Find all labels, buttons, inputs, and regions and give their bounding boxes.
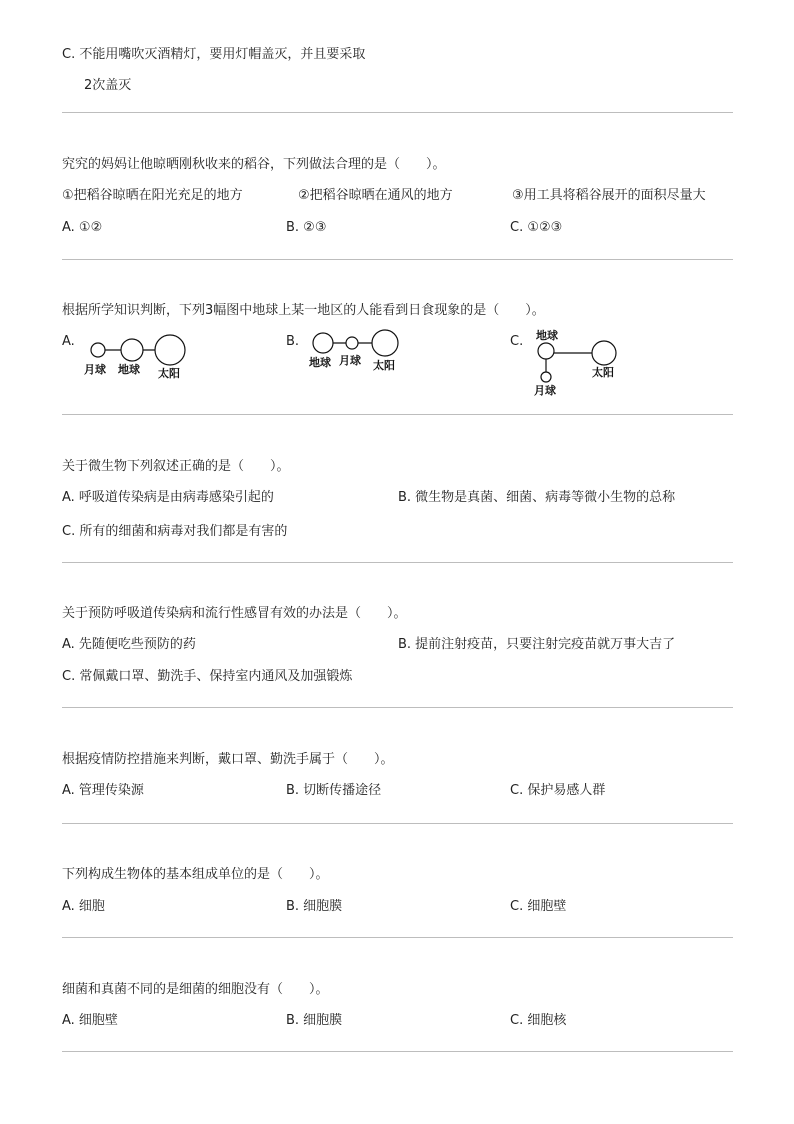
divider [62, 937, 733, 938]
q1-item-2: ②把稻谷晾晒在通风的地方 [298, 188, 453, 203]
q4-option-b[interactable]: B. 提前注射疫苗，只要注射完疫苗就万事大吉了 [398, 637, 676, 652]
q1-option-c[interactable]: C. ①②③ [510, 220, 563, 235]
q1-question: 究究的妈妈让他晾晒刚秋收来的稻谷，下列做法合理的是（ ）。 [62, 157, 446, 172]
q0-option-c-line2: 2次盖灭 [84, 78, 132, 93]
q6-option-c[interactable]: C. 细胞壁 [510, 899, 567, 914]
q2-question: 根据所学知识判断，下列3幅图中地球上某一地区的人能看到日食现象的是（ ）。 [62, 303, 545, 318]
q3-question: 关于微生物下列叙述正确的是（ ）。 [62, 459, 290, 474]
q5-option-c[interactable]: C. 保护易感人群 [510, 783, 606, 798]
divider [62, 414, 733, 415]
svg-text:月球: 月球 [534, 384, 556, 397]
q6-option-a[interactable]: A. 细胞 [62, 899, 105, 914]
divider [62, 823, 733, 824]
q4-option-c[interactable]: C. 常佩戴口罩、勤洗手、保持室内通风及加强锻炼 [62, 669, 353, 684]
q1-option-a[interactable]: A. ①② [62, 220, 103, 235]
q7-option-c[interactable]: C. 细胞核 [510, 1013, 567, 1028]
q3-option-c[interactable]: C. 所有的细菌和病毒对我们都是有害的 [62, 524, 288, 539]
divider [62, 112, 733, 113]
q6-option-b[interactable]: B. 细胞膜 [286, 899, 343, 914]
q1-option-b[interactable]: B. ②③ [286, 220, 327, 235]
svg-text:月球: 月球 [84, 363, 106, 376]
svg-text:地球: 地球 [309, 356, 331, 369]
q7-option-b[interactable]: B. 细胞膜 [286, 1013, 343, 1028]
q2-figure-c [530, 326, 630, 398]
svg-text:地球: 地球 [536, 329, 558, 342]
q5-option-b[interactable]: B. 切断传播途径 [286, 783, 382, 798]
divider [62, 707, 733, 708]
divider [62, 259, 733, 260]
q5-question: 根据疫情防控措施来判断，戴口罩、勤洗手属于（ ）。 [62, 752, 394, 767]
q2-figure-a [80, 330, 200, 382]
q3-option-b[interactable]: B. 微生物是真菌、细菌、病毒等微小生物的总称 [398, 490, 676, 505]
q1-item-1: ①把稻谷晾晒在阳光充足的地方 [62, 188, 243, 203]
q0-option-c-line1: C. 不能用嘴吹灭酒精灯，要用灯帽盖灭，并且要采取 [62, 47, 366, 62]
q2-figure-b [305, 326, 405, 376]
q7-option-a[interactable]: A. 细胞壁 [62, 1013, 118, 1028]
svg-text:太阳: 太阳 [158, 367, 180, 380]
q4-question: 关于预防呼吸道传染病和流行性感冒有效的办法是（ ）。 [62, 606, 407, 621]
q3-option-a[interactable]: A. 呼吸道传染病是由病毒感染引起的 [62, 490, 274, 505]
q2-option-a-label[interactable]: A. [62, 334, 75, 349]
q1-item-3: ③用工具将稻谷展开的面积尽量大 [512, 188, 706, 203]
divider [62, 562, 733, 563]
svg-text:地球: 地球 [118, 363, 140, 376]
svg-text:太阳: 太阳 [373, 359, 395, 372]
svg-text:月球: 月球 [339, 354, 361, 367]
q5-option-a[interactable]: A. 管理传染源 [62, 783, 144, 798]
q7-question: 细菌和真菌不同的是细菌的细胞没有（ ）。 [62, 982, 329, 997]
q2-option-b-label[interactable]: B. [286, 334, 300, 349]
q2-option-c-label[interactable]: C. [510, 334, 524, 349]
divider [62, 1051, 733, 1052]
svg-text:太阳: 太阳 [592, 366, 614, 379]
q4-option-a[interactable]: A. 先随便吃些预防的药 [62, 637, 196, 652]
q6-question: 下列构成生物体的基本组成单位的是（ ）。 [62, 867, 329, 882]
